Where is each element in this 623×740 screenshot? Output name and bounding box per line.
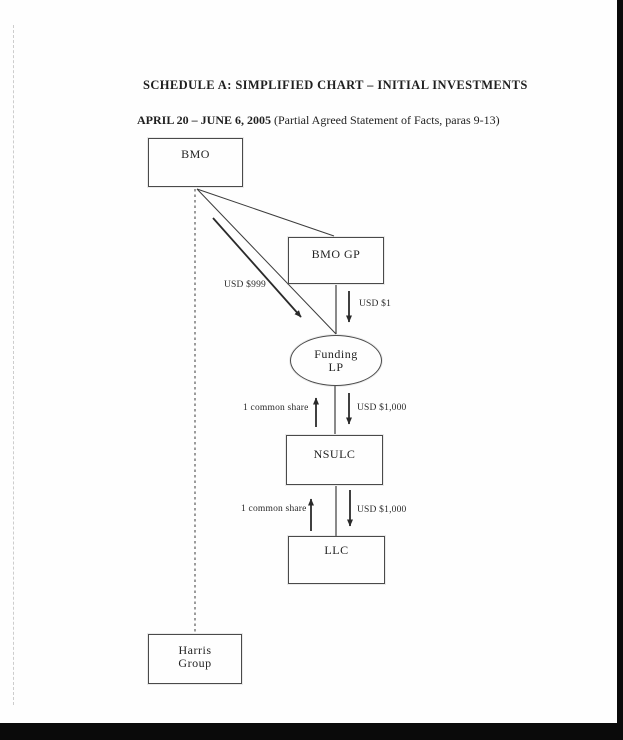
page-title: SCHEDULE A: SIMPLIFIED CHART – INITIAL INVESTMENTS [143,78,528,92]
subtitle-reference: (Partial Agreed Statement of Facts, paras 9-13) [271,113,500,127]
node-bmo [148,138,243,187]
subtitle-date-range: APRIL 20 – JUNE 6, 2005 [137,113,272,127]
edge-label-usd-999: USD $999 [224,280,266,290]
node-funding-lp [290,335,382,386]
node-bmo-gp-label: BMO GP [311,247,361,261]
node-nsulc-label: NSULC [313,447,356,461]
node-nsulc [286,435,383,485]
edge-label-usd-1000-upper: USD $1,000 [357,403,407,413]
node-harris-group [148,634,242,684]
node-bmo-gp [288,237,384,284]
edge-label-common-share-upper: 1 common share [243,403,309,413]
node-harris-group-label-line2: Group [178,656,212,670]
edge-label-usd-1000-lower: USD $1,000 [357,505,407,515]
edge-label-common-share-lower: 1 common share [241,504,307,514]
node-harris-group-label-line1: Harris [178,643,212,657]
node-funding-lp-label-line1: Funding [314,347,358,361]
edge-bmo-bmogp [197,189,334,236]
node-funding-lp-label-line2: LP [328,360,344,374]
edge-label-usd-1: USD $1 [359,299,392,309]
node-llc [288,536,385,584]
node-bmo-label: BMO [181,147,210,161]
node-llc-label: LLC [324,543,349,557]
